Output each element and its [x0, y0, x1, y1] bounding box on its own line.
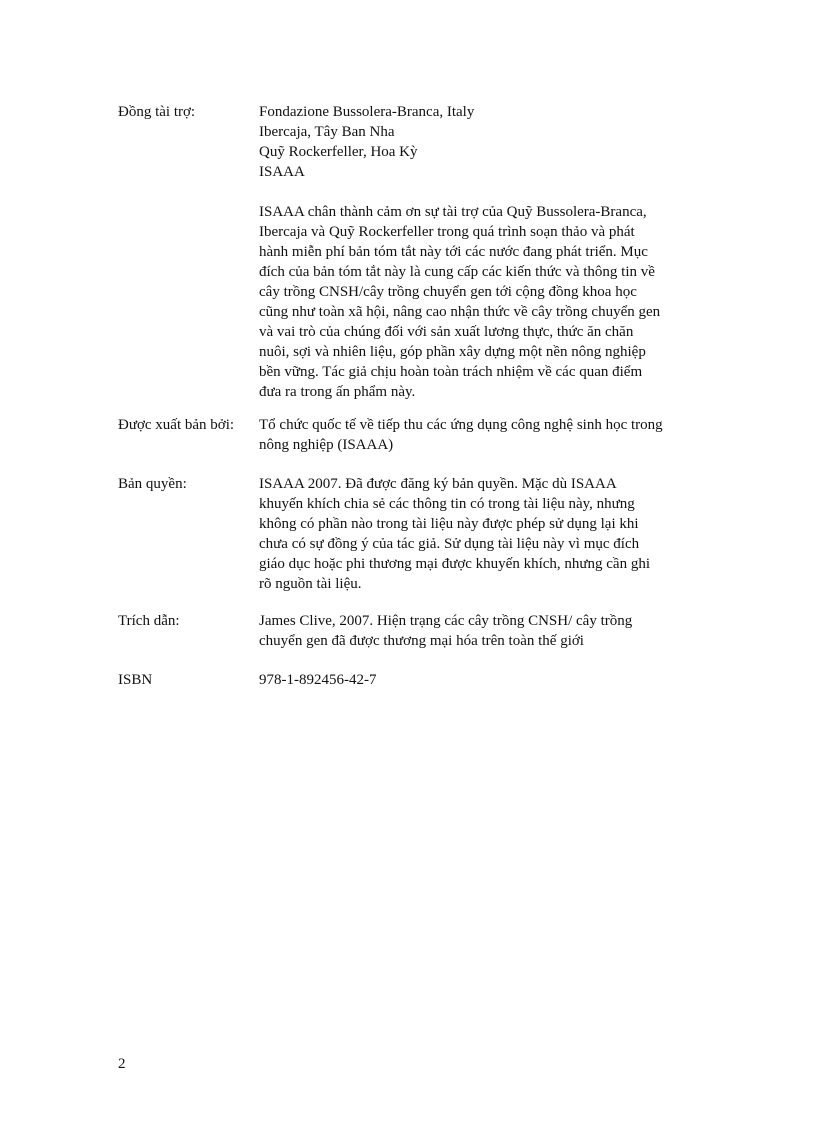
sponsors-content — [259, 102, 709, 402]
sponsors-label: Đồng tài trợ: — [118, 104, 196, 120]
copyright-line: rõ nguồn tài liệu. — [259, 576, 362, 592]
citation-content — [259, 611, 709, 651]
acknowledgement-line: cây trồng CNSH/cây trồng chuyển gen tới cộng đồng khoa học — [259, 284, 637, 300]
acknowledgement-line: bền vững. Tác giả chịu hoàn toàn trách nhiệm về các quan điểm — [259, 364, 643, 380]
copyright-label: Bản quyền: — [118, 476, 187, 492]
acknowledgement-line: và vai trò của chúng đối với sản xuất lương thực, thức ăn chăn — [259, 324, 634, 340]
citation-line: James Clive, 2007. Hiện trạng các cây trồng CNSH/ cây trồng — [259, 613, 633, 629]
sponsor-item: ISAAA — [259, 164, 305, 180]
isbn-content — [259, 670, 709, 690]
acknowledgement-line: đưa ra trong ấn phẩm này. — [259, 384, 416, 400]
copyright-line: không có phần nào trong tài liệu này được phép sử dụng lại khi — [259, 516, 639, 532]
citation-line: chuyển gen đã được thương mại hóa trên toàn thế giới — [259, 633, 584, 649]
acknowledgement-line: hành miễn phí bản tóm tắt này tới các nước đang phát triển. Mục — [259, 244, 648, 260]
publisher-label: Được xuất bản bởi: — [118, 417, 235, 433]
acknowledgement-line: nuôi, sợi và nhiên liệu, góp phần xây dựng một nền nông nghiệp — [259, 344, 646, 360]
sponsor-item: Fondazione Bussolera-Branca, Italy — [259, 104, 475, 120]
acknowledgement-line: ISAAA chân thành cảm ơn sự tài trợ của Quỹ Bussolera-Branca, — [259, 204, 647, 220]
page-number: 2 — [118, 1056, 126, 1072]
citation-label: Trích dẫn: — [118, 613, 180, 629]
copyright-content — [259, 474, 709, 594]
copyright-line: giáo dục hoặc phi thương mại được khuyến khích, nhưng cần ghi — [259, 556, 651, 572]
acknowledgement-line: Ibercaja và Quỹ Rockerfeller trong quá trình soạn thảo và phát — [259, 224, 635, 240]
copyright-line: ISAAA 2007. Đã được đăng ký bản quyền. Mặc dù ISAAA — [259, 476, 617, 492]
acknowledgement-line: đích của bản tóm tắt này là cung cấp các kiến thức và thông tin về — [259, 264, 655, 280]
publisher-line: Tổ chức quốc tế về tiếp thu các ứng dụng công nghệ sinh học trong — [259, 417, 663, 433]
copyright-line: chưa có sự đồng ý của tác giả. Sử dụng tài liệu này vì mục đích — [259, 536, 640, 552]
acknowledgement-paragraph — [259, 202, 709, 402]
sponsor-item: Quỹ Rockerfeller, Hoa Kỳ — [259, 144, 418, 160]
copyright-line: khuyến khích chia sẻ các thông tin có trong tài liệu này, nhưng — [259, 496, 635, 512]
isbn-value: 978-1-892456-42-7 — [259, 672, 377, 688]
sponsor-item: Ibercaja, Tây Ban Nha — [259, 124, 395, 140]
acknowledgement-line: cũng như toàn xã hội, nâng cao nhận thức về cây trồng chuyển gen — [259, 304, 661, 320]
isbn-label: ISBN — [118, 672, 153, 688]
publisher-line: nông nghiệp (ISAAA) — [259, 437, 394, 453]
publisher-content — [259, 415, 709, 455]
